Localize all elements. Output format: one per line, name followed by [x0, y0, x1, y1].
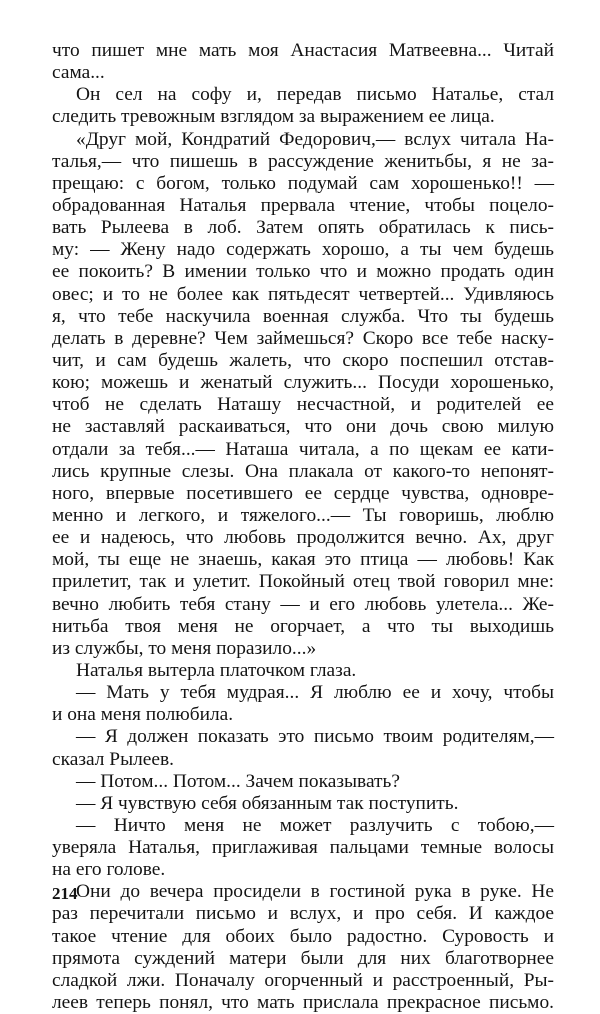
- text-line: отдали за тебя...— Наташа читала, а по щекам ее кати-: [52, 438, 554, 460]
- text-line: обрадованная Наталья прервала чтение, чтобы поцело-: [52, 194, 554, 216]
- text-line: вать Рылеева в лоб. Затем опять обратилась к пись-: [52, 217, 554, 239]
- body-text: [52, 40, 554, 1014]
- text-line: — Мать у тебя мудрая... Я люблю ее и хочу, чтобы: [76, 682, 554, 704]
- text-line: следить тревожным взглядом за выражением ее лица.: [52, 106, 495, 128]
- text-line: овес; и то не более как пятьдесят четвертей... Удивляюсь: [52, 283, 554, 305]
- text-line: Они до вечера просидели в гостиной рука в руке. Не: [76, 881, 554, 903]
- text-line: ного, впервые посетившего ее сердце чувства, одновре-: [52, 482, 554, 504]
- text-line: ее и надеюсь, что любовь продолжится вечно. Ах, друг: [52, 527, 554, 549]
- text-line: нитьба твоя меня не огорчает, а что ты выходишь: [52, 615, 554, 637]
- text-line: — Я должен показать это письмо твоим родителям,—: [76, 726, 554, 748]
- text-line: талья,— что пишешь в рассуждение женитьбы, я не за-: [52, 150, 554, 172]
- text-line: — Потом... Потом... Зачем показывать?: [76, 770, 400, 792]
- text-line: уверяла Наталья, приглаживая пальцами темные волосы: [52, 837, 554, 859]
- text-line: и она меня полюбила.: [52, 704, 234, 726]
- text-line: раз перечитали письмо и вслух, и про себя. И каждое: [52, 903, 554, 925]
- text-line: сказал Рылеев.: [52, 748, 175, 770]
- text-line: вечно любить тебя стану — и его любовь улетела... Же-: [52, 593, 554, 615]
- text-line: из службы, то меня поразило...»: [52, 637, 317, 659]
- text-line: прямота суждений матери были для них благотворнее: [52, 947, 554, 969]
- text-line: «Друг мой, Кондратий Федорович,— вслух читала На-: [76, 128, 554, 150]
- text-line: Наталья вытерла платочком глаза.: [76, 659, 357, 681]
- text-line: Он сел на софу и, передав письмо Наталье, стал: [76, 84, 554, 106]
- text-line: — Ничто меня не может разлучить с тобою,—: [76, 814, 554, 836]
- text-line: чит, и сам будешь жалеть, что скоро поспешил отстав-: [52, 349, 554, 371]
- text-line: я, что тебе наскучила военная служба. Что ты будешь: [52, 305, 554, 327]
- text-line: лись крупные слезы. Она плакала от какого-то непонят-: [52, 460, 554, 482]
- text-line: прещаю: с богом, только подумай сам хорошенько!! —: [52, 172, 554, 194]
- text-line: на его голове.: [52, 859, 166, 881]
- text-line: леев теперь понял, что мать прислала прекрасное письмо.: [52, 992, 554, 1014]
- text-line: прилетит, так и улетит. Покойный отец твой говорил мне:: [52, 571, 554, 593]
- text-line: что пишет мне мать моя Анастасия Матвеевна... Читай: [52, 40, 554, 61]
- text-line: сладкой лжи. Поначалу огорченный и расстроенный, Ры-: [52, 969, 554, 991]
- text-line: не заставляй раскаиваться, что они дочь свою милую: [52, 416, 554, 438]
- text-line: ее покоить? В имении только что и можно продать один: [52, 261, 554, 283]
- text-line: такое чтение для обоих было радостно. Суровость и: [52, 925, 554, 947]
- text-line: — Я чувствую себя обязанным так поступить.: [76, 792, 459, 814]
- text-line: сама...: [52, 62, 105, 84]
- text-line: делать в деревне? Чем займешься? Скоро все тебе наску-: [52, 327, 554, 349]
- page-number: 214: [52, 884, 78, 903]
- text-line: мой, ты еще не знаешь, какая это птица — любовь! Как: [52, 549, 554, 571]
- text-line: му: — Жену надо содержать хорошо, а ты чем будешь: [52, 239, 554, 261]
- text-line: кою; можешь и женатый служить... Посуди хорошенько,: [52, 372, 554, 394]
- text-line: чтоб не сделать Наташу несчастной, и родителей ее: [52, 394, 554, 416]
- text-line: менно и легкого, и тяжелого...— Ты говоришь, люблю: [52, 504, 554, 526]
